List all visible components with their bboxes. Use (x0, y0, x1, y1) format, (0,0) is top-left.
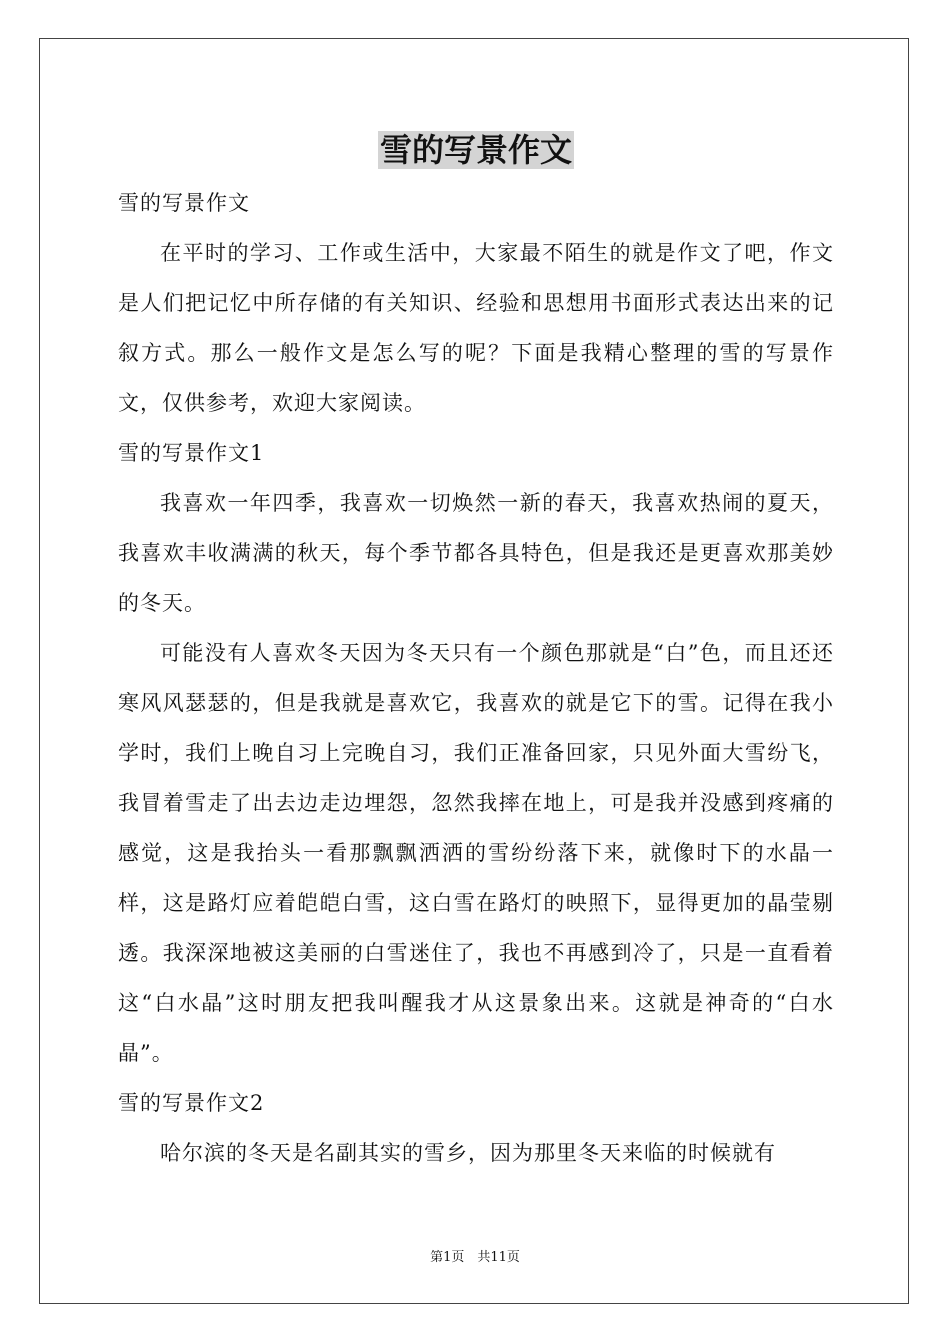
section-heading-1: 雪的写景作文1 (118, 441, 265, 465)
intro-paragraph: 在平时的学习、工作或生活中，大家最不陌生的就是作文了吧，作文是人们把记忆中所存储的有关知识、经验和思想用书面形式表达出来的记叙方式。那么一般作文是怎么写的呢？下面是我精心整理的雪的写景作文，仅供参考，欢迎大家阅读。 (118, 241, 834, 415)
section1-paragraph-1: 我喜欢一年四季，我喜欢一切焕然一新的春天，我喜欢热闹的夏天，我喜欢丰收满满的秋天，每个季节都各具特色，但是我还是更喜欢那美妙的冬天。 (118, 491, 834, 615)
section1-paragraph-2: 可能没有人喜欢冬天因为冬天只有一个颜色那就是“白”色，而且还还寒风风瑟瑟的，但是我就是喜欢它，我喜欢的就是它下的雪。记得在我小学时，我们上晚自习上完晚自习，我们正准备回家，只见外面大雪纷飞，我冒着雪走了出去边走边埋怨，忽然我摔在地上，可是我并没感到疼痛的感觉，这是我抬头一看那飘飘洒洒的雪纷纷落下来，就像时下的水晶一样，这是路灯应着皑皑白雪，这白雪在路灯的映照下，显得更加的晶莹剔透。我深深地被这美丽的白雪迷住了，我也不再感到冷了，只是一直看着这“白水晶”这时朋友把我叫醒我才从这景象出来。这就是神奇的“白水晶”。 (118, 641, 834, 1065)
section2-paragraph-1: 哈尔滨的冬天是名副其实的雪乡，因为那里冬天来临的时候就有 (160, 1141, 776, 1165)
document-subtitle: 雪的写景作文 (118, 191, 250, 215)
document-title: 雪的写景作文 (379, 131, 572, 169)
section-heading-2: 雪的写景作文2 (118, 1091, 265, 1115)
page-footer: 第1页 共11页 (430, 1250, 520, 1265)
document-body (118, 122, 834, 1178)
